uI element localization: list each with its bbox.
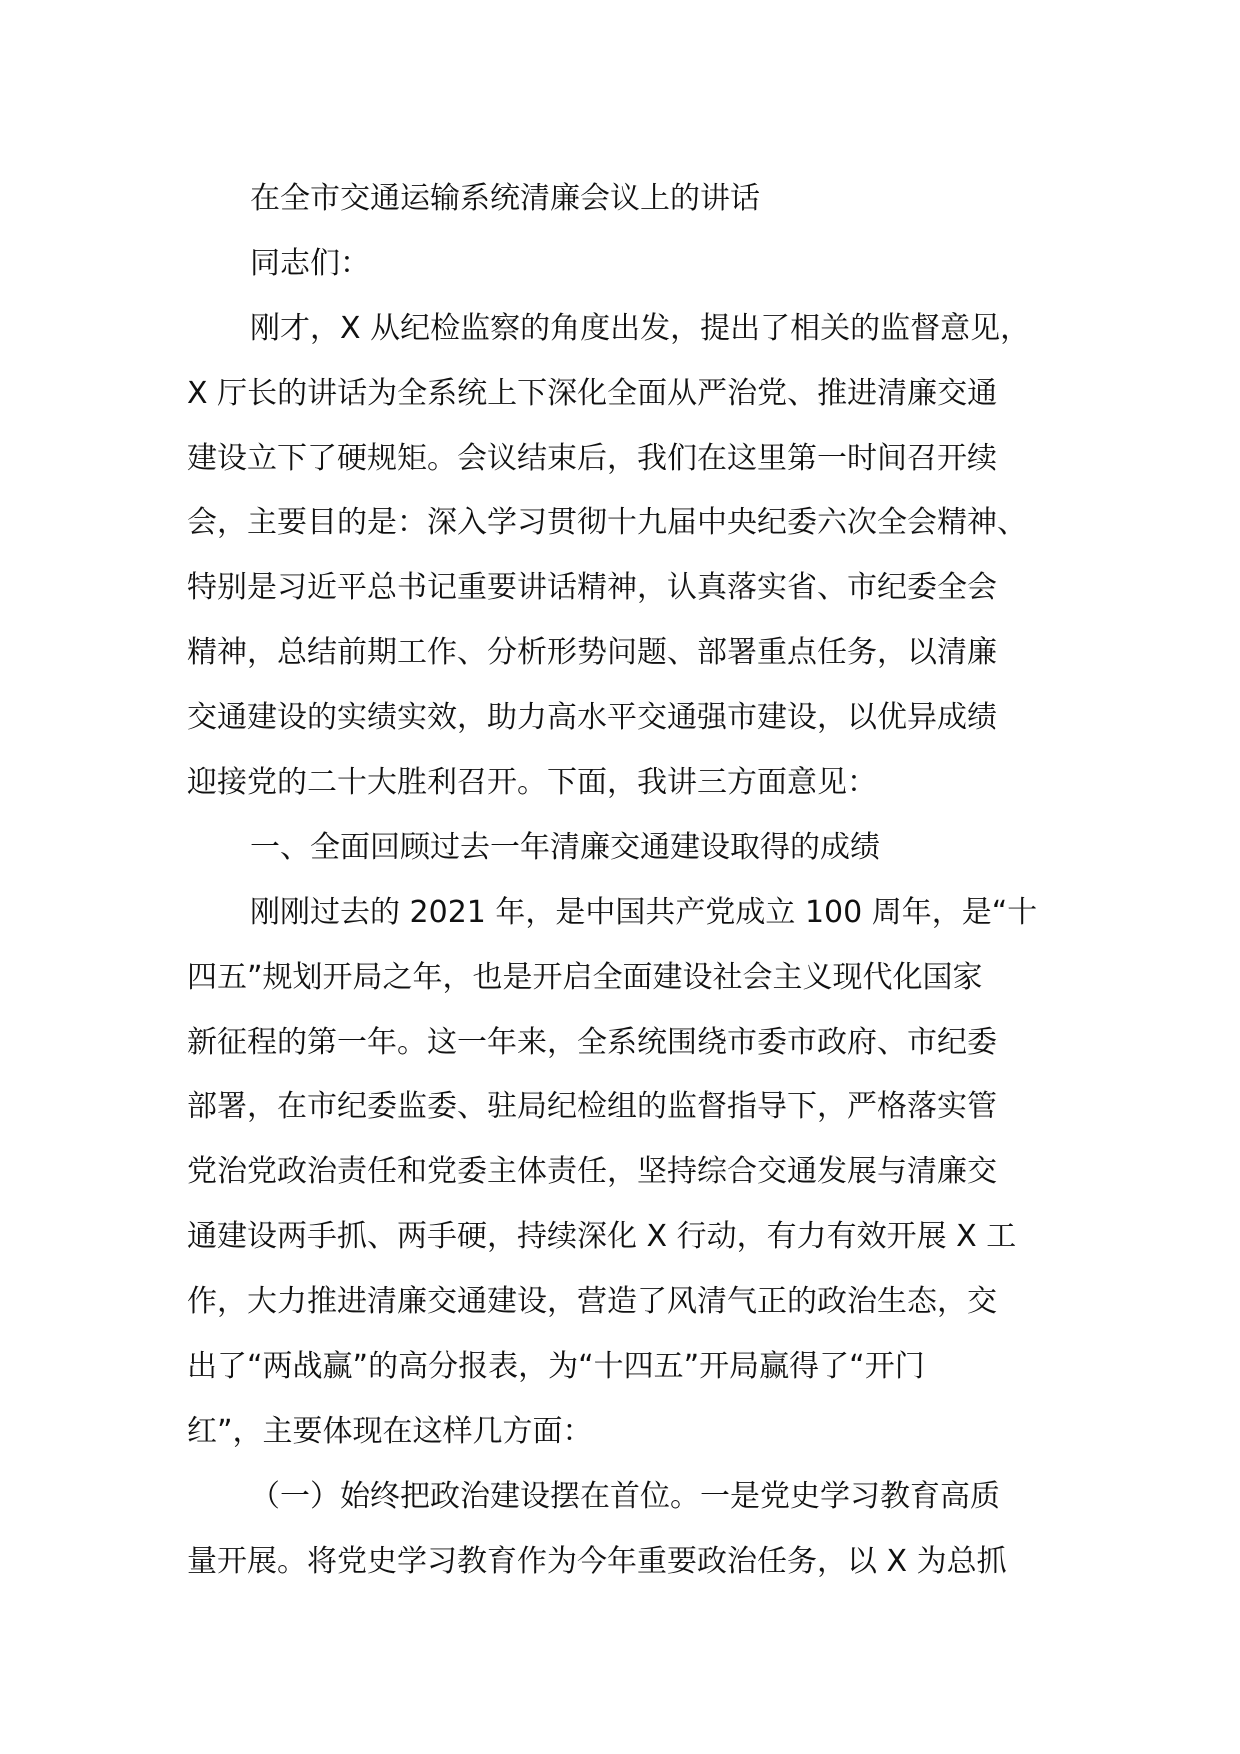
text-line: 新征程的第一年。这一年来，全系统围绕市委市政府、市纪委 bbox=[187, 1024, 997, 1060]
text-line: 红”，主要体现在这样几方面： bbox=[187, 1413, 593, 1449]
text-line: 特别是习近平总书记重要讲话精神，认真落实省、市纪委全会 bbox=[187, 570, 997, 606]
salutation: 同志们： bbox=[250, 245, 370, 281]
text-line: （一）始终把政治建设摆在首位。一是党史学习教育高质 bbox=[250, 1478, 1000, 1514]
text-line: 党治党政治责任和党委主体责任，坚持综合交通发展与清廉交 bbox=[187, 1154, 997, 1190]
text-line: 建设立下了硬规矩。会议结束后，我们在这里第一时间召开续 bbox=[187, 440, 997, 476]
text-line: 四五”规划开局之年，也是开启全面建设社会主义现代化国家 bbox=[187, 959, 983, 995]
text-line: X 厅长的讲话为全系统上下深化全面从严治党、推进清廉交通 bbox=[187, 375, 998, 411]
document-body bbox=[187, 167, 1067, 1595]
document-title: 在全市交通运输系统清廉会议上的讲话 bbox=[250, 181, 760, 216]
text-line: 会，主要目的是：深入学习贯彻十九届中央纪委六次全会精神、 bbox=[187, 505, 1027, 541]
text-line: 刚刚过去的 2021 年，是中国共产党成立 100 周年，是“十 bbox=[250, 894, 1038, 930]
text-line: 精神，总结前期工作、分析形势问题、部署重点任务，以清廉 bbox=[187, 635, 997, 671]
text-line: 出了“两战赢”的高分报表，为“十四五”开局赢得了“开门 bbox=[187, 1349, 925, 1385]
text-line: 刚才，X 从纪检监察的角度出发，提出了相关的监督意见， bbox=[250, 310, 1031, 346]
text-line: 交通建设的实绩实效，助力高水平交通强市建设，以优异成绩 bbox=[187, 700, 997, 736]
text-line: 作，大力推进清廉交通建设，营造了风清气正的政治生态，交 bbox=[187, 1284, 997, 1320]
text-line: 部署，在市纪委监委、驻局纪检组的监督指导下，严格落实管 bbox=[187, 1089, 997, 1125]
text-line: 通建设两手抓、两手硬，持续深化 X 行动，有力有效开展 X 工 bbox=[187, 1219, 1017, 1255]
text-line: 量开展。将党史学习教育作为今年重要政治任务，以 X 为总抓 bbox=[187, 1543, 1007, 1579]
text-line: 迎接党的二十大胜利召开。下面，我讲三方面意见： bbox=[187, 765, 877, 801]
text-line: 一、全面回顾过去一年清廉交通建设取得的成绩 bbox=[250, 829, 880, 865]
body-text bbox=[187, 297, 1067, 1595]
